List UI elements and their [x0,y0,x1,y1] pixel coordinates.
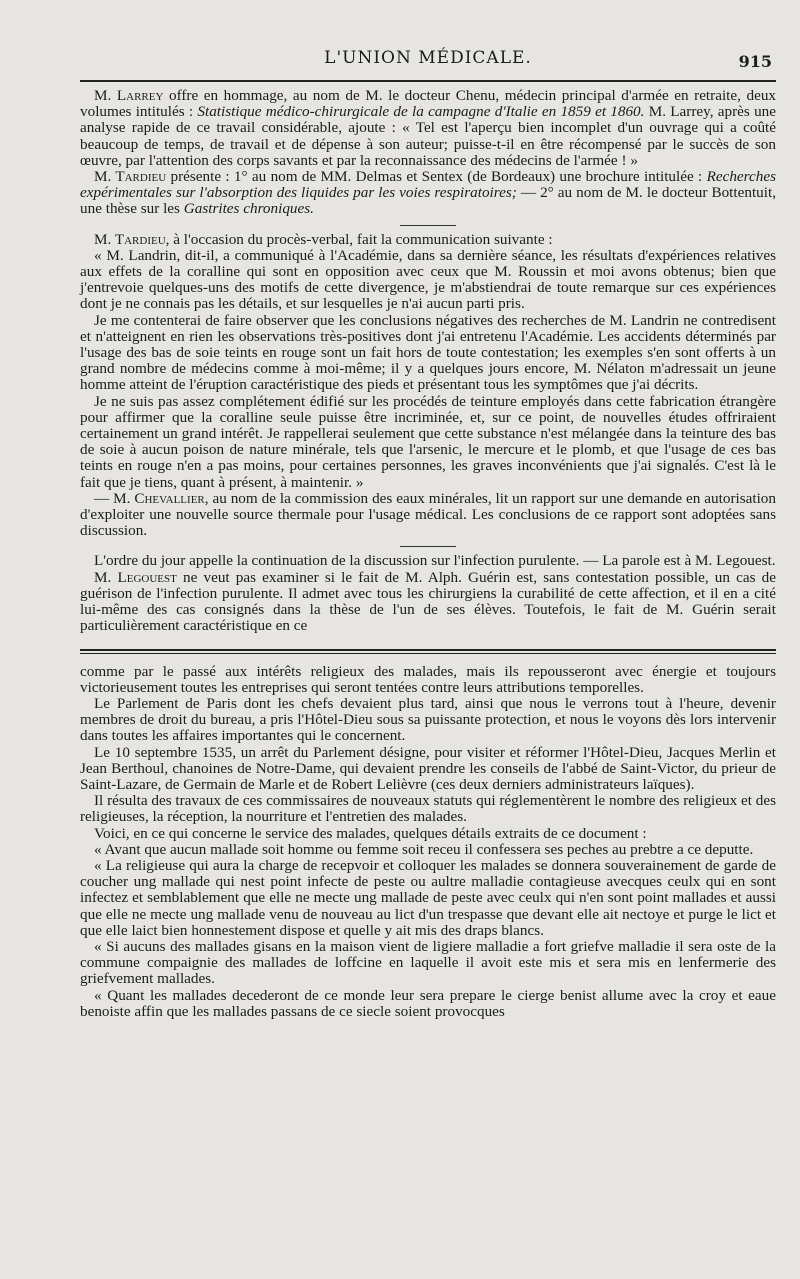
paragraph-landrin: « M. Landrin, dit-il, a communiqué à l'Académie, dans sa dernière séance, les résultats d'expériences relatives aux effets de la coralline qui sont en opposition avec ceux que M. Roussin et moi avons obtenus; bien que j'entrevoie quelques-uns des motifs de cette divergence, je m'abstiendrai de toute remarque sur ces expériences dont je ne connais pas les détails, et sur lesquelles je n'ai aucun parti pris. [80,246,776,313]
page-header [80,44,776,80]
paragraph-tardieu-presents: M. Tardieu présente : 1° au nom de MM. Delmas et Sentex (de Bordeaux) une brochure intitulée : Recherches expérimentales sur l'absorption des liquides par les voies respiratoires; — 2° au nom de M. le docteur Bottentuit, une thèse sur les Gastrites chroniques. [80,168,776,218]
speaker-name: M. Tardieu [94,230,166,248]
paragraph-quote-confession: « Avant que aucun mallade soit homme ou femme soit receu il confessera ses peches au prebtre a ce deputte. [94,840,754,858]
paragraph-voici: Voici, en ce qui concerne le service des malades, quelques détails extraits de ce document : [94,824,647,842]
section-separator [400,546,456,547]
page-number: 915 [738,52,772,71]
paragraph-conclusions: Je me contenterai de faire observer que les conclusions négatives des recherches de M. Landrin ne contredisent et n'atteignent en rien les observations très-positives dont j'ai entretenu l'Académie. Les accidents déterminés par l'usage des bas de soie teints en rouge sont un fait hors de toute contestation; les exemples s'en sont offerts à un grand nombre de médecins comme à moi-même; il y a quelques jours encore, M. Nélaton m'adressait un jeune homme atteint de l'éruption caractéristique des pieds et présentant tous les symptômes que j'ai décrits. [80,311,776,394]
speaker-name: M. Chevallier [113,489,205,507]
paragraph-continuation: comme par le passé aux intérêts religieux des malades, mais ils repousseront avec énergie et toujours victorieusement toutes les entreprises qui seront tentées contre leurs attributions temporelles. [80,662,776,696]
feuilleton-divider [80,649,776,654]
paragraph-teinture: Je ne suis pas assez complétement édifié sur les procédés de teinture employés dans cette fabrication étrangère pour affirmer que la coralline seule puisse être incriminée, et, sur ce point, de nouvelles études offriraient certainement un grand intérêt. Je rappellerai seulement que cette substance n'est mélangée dans la teinture des bas de soie à aucun poison de nature minérale, tels que l'arsenic, le mercure et le plomb, et que l'usage de ces bas teints en rouge n'en a pas moins, pour certaines personnes, les graves inconvénients que j'ai signalés. C'est là le fait que je tiens, quant à présent, à maintenir. » [80,392,776,491]
proceedings-column [80,88,776,635]
speaker-name: M. Tardieu [94,168,167,186]
paragraph-quote-religieuse: « La religieuse qui aura la charge de recepvoir et colloquer les malades se donnera souverainement de garde de coucher ung mallade qui nest point infecte de peste ou aultre malladie contagieuse avecques ceulx qui en sont infectez et semblablement que elle ne mecte ung mallade de peste avec ceulx qui n'en sont point mallades et aussi que elle ne mecte ung mallade venu de nouveau au lict d'un trespasse que devant elle ait nectoye et purge le lict et que elle laict bien honnestement dispose et quelle y ait mis des draps blancs. [80,856,776,939]
speaker-name: M. Larrey [94,87,164,104]
paragraph-tardieu-communication: M. Tardieu, à l'occasion du procès-verbal, fait la communication suivante : [94,230,553,248]
running-title: L'UNION MÉDICALE. [324,48,532,68]
paragraph-arret-1535: Le 10 septembre 1535, un arrêt du Parlement désigne, pour visiter et réformer l'Hôtel-Dieu, Jacques Merlin et Jean Berthoul, chanoines de Notre-Dame, qui devaient prendre les conseils de l'abbé de Saint-Victor, du prieur de Saint-Lazare, de Germain de Marle et de Robert Lelièvre (ces deux derniers administrateurs laïques). [80,743,776,793]
paragraph-ordre-du-jour: L'ordre du jour appelle la continuation de la discussion sur l'infection purulente. — La parole est à M. Legouest. [94,552,776,570]
paragraph-legouest: M. Legouest ne veut pas examiner si le fait de M. Alph. Guérin est, sans contestation possible, un cas de guérison de l'infection purulente. Il admet avec tous les chirurgiens la curabilité de cette affection, et il en a cité lui-même des cas consignés dans la thèse de l'un de ses élèves. Toutefois, le fait de M. Guérin serait particulièrement caractéristique en ce [80,568,776,635]
paragraph-parlement: Le Parlement de Paris dont les chefs devaient plus tard, ainsi que nous le verrons tout à l'heure, devenir membres de droit du bureau, a pris l'Hôtel-Dieu sous sa puissante protection, et nous le voyons dès lors intervenir dans toutes les affaires importantes qui le concernent. [80,694,776,745]
feuilleton-column [80,664,776,1020]
section-separator [400,225,456,226]
paragraph-statuts: Il résulta des travaux de ces commissaires de nouveaux statuts qui réglementèrent le nombre des religieux et des religieuses, la réception, la nourriture et l'entretien des malades. [80,792,776,826]
speaker-name: M. Legouest [94,568,177,586]
paragraph-quote-malladie: « Si aucuns des mallades gisans en la maison vient de ligiere malladie a fort griefve malladie il sera oste de la commune compaignie des mallades de loffcine en laquelle il avoit este mis et sera mis en lenfermerie des griefvement mallades. [80,937,776,988]
paragraph-larrey: M. Larrey offre en hommage, au nom de M. le docteur Chenu, médecin principal d'armée en retraite, deux volumes intitulés : Statistique médico-chirurgicale de la campagne d'Italie en 1859 et 1860. M. Larrey, après une analyse rapide de ce travail considérable, ajoute : « Tel est l'aperçu bien incomplet d'un ouvrage qui a coûté beaucoup de temps, de travail et de dépense à son auteur; puisse-t-il en être récompensé par le succès de son œuvre, par l'attention des corps savants et par la reconnaissance des médecins de l'armée ! » [80,87,777,169]
header-rule [80,80,776,82]
paragraph-chevallier: — M. Chevallier, au nom de la commission des eaux minérales, lit un rapport sur une demande en autorisation d'exploiter une nouvelle source thermale pour l'usage médical. Les conclusions de ce rapport sont adoptées sans discussion. [80,489,776,540]
paragraph-quote-cierge: « Quant les mallades decederont de ce monde leur sera prepare le cierge benist allume avec la croy et eaue benoiste affin que les mallades passans de ce siecle soient provocques [80,986,776,1020]
